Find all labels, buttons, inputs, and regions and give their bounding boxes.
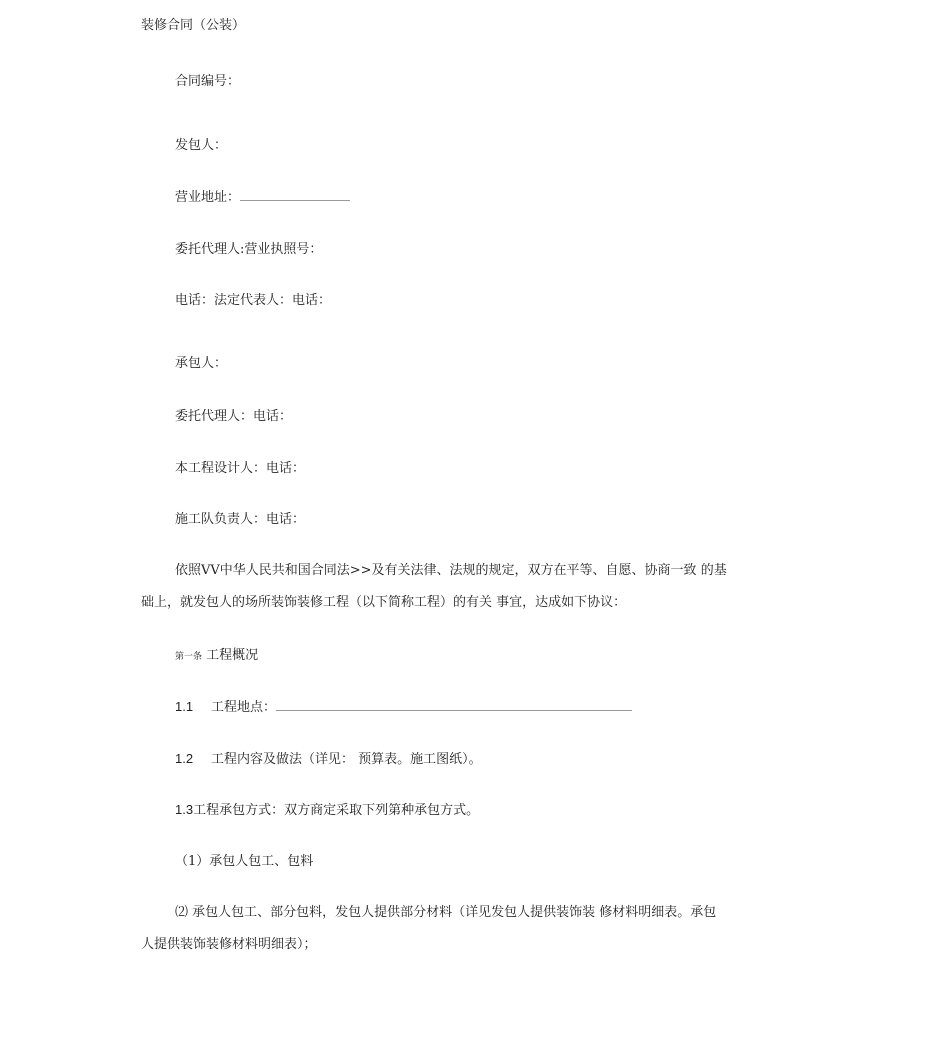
team-leader-field: 施工队负责人：电话： [175,512,306,527]
article-1-heading [175,648,258,665]
employer-address-label: 营业地址： [175,190,241,205]
preamble-line-2: 础上，就发包人的场所装饰装修工程（以下简称工程）的有关 事宜，达成如下协议： [141,595,627,610]
item-1-2 [175,751,482,768]
item-number: 1.3 [175,802,194,817]
location-blank-line [276,700,632,711]
item-number: 1.2 [175,751,194,766]
contractor-field: 承包人： [175,356,228,371]
employer-agent-field: 委托代理人:营业执照号： [175,242,323,257]
employer-phone-field: 电话：法定代表人：电话： [175,293,332,308]
article-number: 第一条 [175,652,203,662]
option-1: （1）承包人包工、包料 [175,854,314,869]
employer-field: 发包人： [175,138,228,153]
item-text: 工程承包方式：双方商定采取下列第种承包方式。 [193,803,480,818]
employer-address-row [175,190,350,206]
item-text: 工程地点： [211,700,277,715]
document-title: 装修合同（公装） [141,18,246,33]
item-1-3 [175,802,479,819]
option-2-line-2: 人提供装饰装修材料明细表）； [141,937,317,952]
contractor-agent-field: 委托代理人：电话： [175,409,293,424]
preamble-line-1: 依照VV中华人民共和国合同法>>及有关法律、法规的规定，双方在平等、自愿、协商一致 的基 [175,563,727,578]
item-number: 1.1 [175,699,194,714]
item-1-1 [175,699,632,716]
designer-field: 本工程设计人：电话： [175,461,306,476]
article-title: 工程概况 [206,648,259,663]
option-2-line-1: ⑵ 承包人包工、部分包料，发包人提供部分材料（详见发包人提供装饰装 修材料明细表。承包 [175,905,717,920]
contract-number-field: 合同编号： [175,74,241,89]
item-text: 工程内容及做法（详见： 预算表。施工图纸）。 [211,752,482,767]
address-blank-line [240,190,350,201]
